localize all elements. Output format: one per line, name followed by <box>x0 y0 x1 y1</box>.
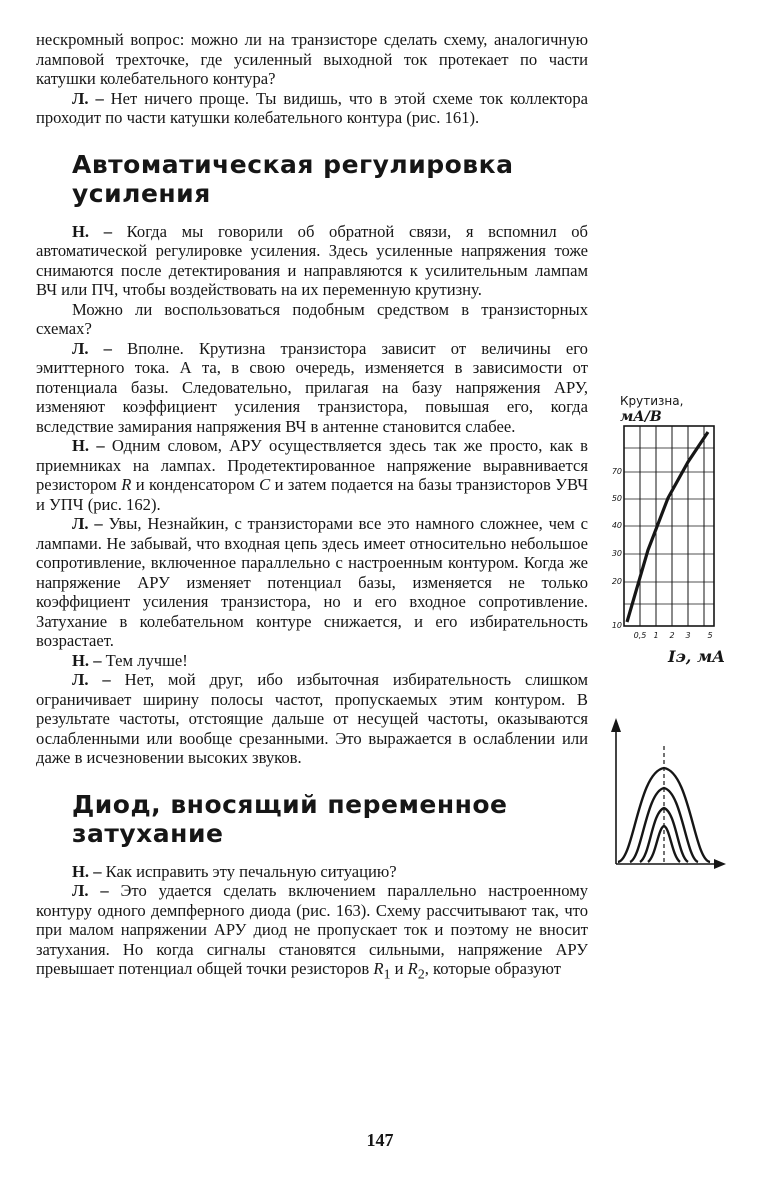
speaker-label: Л. – <box>72 88 104 108</box>
x-tick-label: 3 <box>685 631 691 640</box>
axes <box>616 724 722 864</box>
subscript-1: 1 <box>383 966 391 982</box>
speaker-label: Л. – <box>72 338 112 358</box>
paragraph-text: , которые образуют <box>424 959 561 978</box>
paragraph-text: Нет ничего проще. Ты видишь, что в этой схеме ток коллектора проходит по части катушки колебательного контура (рис. 161). <box>36 88 589 127</box>
y-tick-label: 30 <box>611 549 622 558</box>
paragraph-l-5 <box>36 881 588 984</box>
paragraph-text: Когда мы говорили об обратной связи, я вспомнил об автоматической регулировке усиления. Здесь усиленные напряжения тоже снимаются после детектирования и направляются к усилительным лампам ВЧ или ПЧ, чтобы воздействовать на их переменную крутизну. <box>36 221 588 299</box>
paragraph-text: и <box>390 959 408 978</box>
y-tick-label: 40 <box>611 521 622 530</box>
paragraph-text: Нет, мой друг, ибо избыточная избирательность слишком ограничивает ширину полосы частот, пропускаемых этим контуром. В результате частоты, отстоящие дальше от несущей частоты, оказываются ослабленными или вообще срезанными. Это выражается в ослаблении или даже в исчезновении высоких звуков. <box>36 670 588 767</box>
paragraph-text: Одним словом, АРУ осуществляется здесь так же просто, как в приемниках на лампах. Продетектированное напряжение выравнивается резистором <box>36 436 588 494</box>
paragraph-l-2 <box>36 339 588 437</box>
y-tick-label: 20 <box>611 577 622 586</box>
y-tick-label: 70 <box>611 467 622 476</box>
text-column <box>36 30 588 984</box>
subscript-2: 2 <box>417 966 425 982</box>
symbol-r: R <box>121 475 132 494</box>
symbol-r1: R <box>373 959 384 978</box>
x-tick-label: 0,5 <box>633 631 647 640</box>
y-tick-label: 10 <box>611 621 622 630</box>
chart-title-line2: мА/В <box>620 409 662 425</box>
paragraph-l-3 <box>36 514 588 651</box>
speaker-label: Н. – <box>72 650 102 670</box>
paragraph-n-3 <box>36 651 588 671</box>
x-tick-label: 1 <box>653 631 659 640</box>
speaker-label: Л. – <box>72 514 103 533</box>
symbol-c: C <box>259 475 271 494</box>
y-tick-labels <box>612 467 622 630</box>
paragraph-text: и затем подается на базы транзисторов УВЧ и УПЧ (рис. 162). <box>36 475 588 514</box>
paragraph-l-4 <box>36 670 588 768</box>
paragraph-text: Это удается сделать включением параллельно настроенному контуру одного демпферного диода (рис. 163). Схему рассчитывают так, что при малом напряжении АРУ диод не пропускает ток и поэтому не вносит затухания. Но когда сигналы становятся сильными, напряжение АРУ превышает потенциал общей точки резисторов <box>36 881 588 978</box>
figure-resonance-curves <box>604 716 728 870</box>
paragraph-continuation <box>36 30 588 89</box>
x-tick-labels <box>634 631 713 640</box>
x-tick-label: 2 <box>669 631 675 640</box>
chart-title-line1: Крутизна, <box>620 394 684 408</box>
paragraph-text: Вполне. Крутизна транзистора зависит от величины его эмиттерного тока. А та, в свою очередь, изменяется в зависимости от потенциала базы. Следовательно, прилагая на базу напряжения АРУ, изменяют коэффициент усиления транзистора, повышая его, когда вследствие замирания напряжения ВЧ в антенне становится слабее. <box>36 338 588 436</box>
paragraph-n-2 <box>36 436 588 514</box>
transconductance-curve <box>627 432 708 622</box>
y-axis-arrow-icon <box>611 718 621 732</box>
paragraph-l-answer-1 <box>36 89 588 128</box>
paragraph-text: Как исправить эту печальную ситуацию? <box>101 861 397 881</box>
paragraph-text: и конденсатором <box>131 475 260 494</box>
paragraph-n-4 <box>36 862 588 882</box>
speaker-label: Н. – <box>72 436 105 455</box>
speaker-label: Л. – <box>72 881 109 900</box>
paragraph-n-1 <box>36 222 588 300</box>
page-number: 147 <box>366 1130 394 1150</box>
y-tick-label: 50 <box>611 494 622 503</box>
x-tick-label: 5 <box>707 631 713 640</box>
paragraph-text: Увы, Незнайкин, с транзисторами все это намного сложнее, чем с лампами. Не забывай, что входная цепь здесь имеет относительно небольшое сопротивление, включенное параллельно с настроенным контуром. Когда же напряжение АРУ изменяет потенциал базы, изменяется не только коэффициент усиления транзистора, но и его входное сопротивление. Затухание в колебательном контуре снижается, и его избирательность возрастает. <box>36 514 588 650</box>
section-heading-diode: Диод, вносящий переменное затухание <box>72 789 508 848</box>
paragraph-text: нескромный вопрос: можно ли на транзисторе сделать схему, аналогичную ламповой трехточке, где усиленный выходной ток протекает по части катушки колебательного контура? <box>36 30 588 88</box>
chart-grid <box>624 426 714 626</box>
paragraph-text: Можно ли воспользоваться подобным средством в транзисторных схемах? <box>36 299 588 338</box>
section-heading-agc: Автоматическая регулировка усиления <box>72 149 514 208</box>
speaker-label: Л. – <box>72 670 111 689</box>
symbol-r2: R <box>407 959 418 978</box>
paragraph-text: Тем лучше! <box>101 650 188 670</box>
speaker-label: Н. – <box>72 221 113 241</box>
x-axis-label: Iэ, мА <box>668 647 726 666</box>
figure-transconductance-chart <box>596 388 746 678</box>
x-axis-arrow-icon <box>714 859 726 869</box>
paragraph-question <box>36 300 588 339</box>
speaker-label: Н. – <box>72 861 102 881</box>
